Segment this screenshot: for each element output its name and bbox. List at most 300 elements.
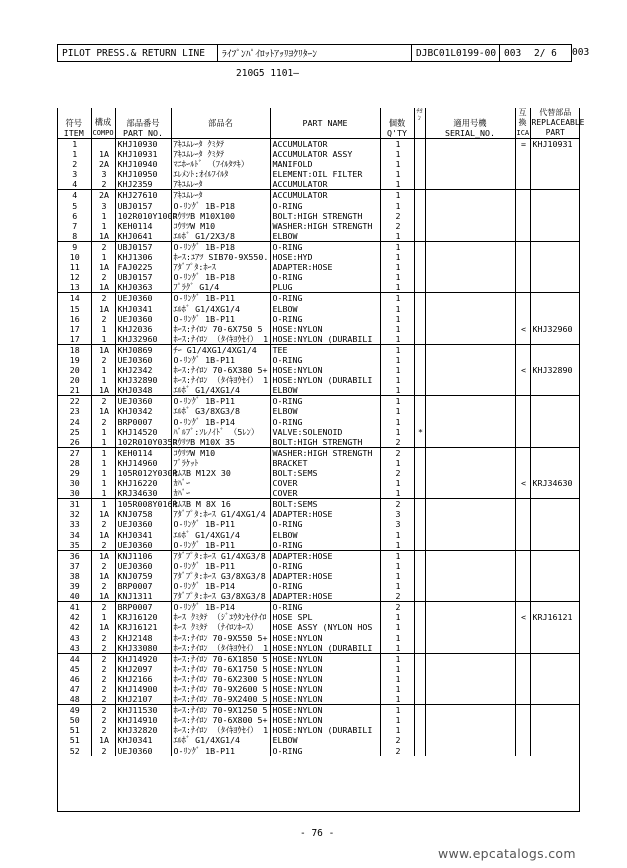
ica-mark: < — [515, 478, 530, 488]
part-number: KHJ2107 — [115, 694, 171, 705]
ica-mark — [515, 622, 530, 632]
compo: 2 — [91, 179, 115, 190]
part-name-en: O-RING — [270, 561, 380, 571]
quantity: 1 — [380, 252, 414, 262]
quantity: 1 — [380, 139, 414, 150]
compo: 1A — [91, 591, 115, 602]
ica-mark — [515, 571, 530, 581]
mark — [414, 633, 425, 643]
table-row — [57, 149, 580, 159]
part-number: KHJ14960 — [115, 458, 171, 468]
quantity: 1 — [380, 159, 414, 169]
quantity: 1 — [380, 540, 414, 551]
part-name-en: ELBOW — [270, 530, 380, 540]
item-number: 38 — [69, 570, 80, 581]
serial-no — [425, 705, 515, 716]
compo: 2 — [91, 519, 115, 529]
replaceable-part — [530, 447, 580, 458]
part-name-jp: ｺｳﾘﾂB M10X100 — [171, 211, 270, 221]
quantity: 1 — [380, 231, 414, 242]
part-number: KHJ33080 — [115, 643, 171, 654]
serial-no — [425, 139, 515, 150]
mark — [414, 169, 425, 179]
item-number: 45 — [69, 663, 80, 674]
mark: * — [414, 427, 425, 437]
table-row — [57, 375, 580, 385]
quantity: 1 — [380, 571, 414, 581]
part-name-jp: O-ﾘﾝｸﾞ 1B-P11 — [171, 355, 270, 365]
serial-no — [425, 612, 515, 622]
part-name-jp: O-ﾘﾝｸﾞ 1B-P11 — [171, 396, 270, 407]
part-name-en: O-RING — [270, 746, 380, 756]
item-number: 3 — [72, 169, 78, 180]
quantity: 1 — [380, 272, 414, 282]
mark — [414, 530, 425, 540]
replaceable-part — [530, 684, 580, 694]
serial-no — [425, 591, 515, 602]
item-number: 43 — [69, 642, 80, 653]
mark — [414, 149, 425, 159]
item-number: 1 — [72, 139, 78, 149]
serial-no — [425, 725, 515, 735]
quantity: 1 — [380, 304, 414, 314]
part-number: BRP0007 — [115, 417, 171, 427]
replaceable-part — [530, 571, 580, 581]
part-name-jp: ｴﾚﾒﾝﾄ:ｵｲﾙﾌｲﾙﾀ — [171, 169, 270, 179]
part-name-en: ADAPTER:HOSE — [270, 262, 380, 272]
item-number: 20 — [69, 375, 80, 386]
compo: 2 — [91, 241, 115, 252]
mark — [414, 684, 425, 694]
quantity: 1 — [380, 725, 414, 735]
replaceable-part — [530, 231, 580, 242]
item-number: 36 — [57, 550, 91, 561]
col-blank: ﾁﾖﾝ — [414, 108, 425, 139]
part-name-en: O-RING — [270, 519, 380, 529]
quantity: 1 — [380, 674, 414, 684]
mark — [414, 653, 425, 664]
part-name-jp: ﾎｰｽ:ﾅｲﾛﾝ （ﾀｲｷﾖｳｾｲ） 1 — [171, 643, 270, 654]
item-number: 30 — [69, 478, 80, 489]
ica-mark — [515, 468, 530, 478]
serial-no — [425, 241, 515, 252]
quantity: 1 — [380, 179, 414, 190]
mark — [414, 664, 425, 674]
ica-mark — [515, 293, 530, 304]
mark — [414, 602, 425, 613]
table-row — [57, 304, 580, 314]
quantity: 1 — [380, 201, 414, 211]
part-number: KHJ27610 — [115, 190, 171, 201]
serial-no — [425, 190, 515, 201]
part-name-en: ELEMENT:OIL FILTER — [270, 169, 380, 179]
quantity: 1 — [380, 561, 414, 571]
quantity: 3 — [380, 519, 414, 529]
compo: 2 — [91, 314, 115, 324]
table-row — [57, 169, 580, 179]
mark — [414, 344, 425, 355]
compo: 1A — [91, 530, 115, 540]
serial-no — [425, 169, 515, 179]
ica-mark — [515, 643, 530, 654]
item-number: 15 — [69, 303, 80, 314]
header-bar — [57, 44, 572, 62]
mark — [414, 622, 425, 632]
part-name-en: ACCUMULATOR — [270, 139, 380, 150]
item-number: 33 — [69, 519, 80, 530]
mark — [414, 509, 425, 519]
item-number: 9 — [57, 241, 91, 252]
part-name-jp: ｴﾙﾎﾞ G1/4XG1/4 — [171, 735, 270, 745]
mark — [414, 488, 425, 499]
part-name-en: HOSE:NYLON — [270, 664, 380, 674]
ica-mark — [515, 211, 530, 221]
part-name-jp: ﾎｰｽ:ﾅｲﾛﾝ 70-9X2600 5 — [171, 684, 270, 694]
ica-mark — [515, 334, 530, 345]
serial-no — [425, 499, 515, 510]
part-number: KHJ14920 — [115, 653, 171, 664]
mark — [414, 179, 425, 190]
mark — [414, 694, 425, 705]
part-name-jp: ﾎｰｽ:ﾅｲﾛﾝ 70-9X2400 5 — [171, 694, 270, 705]
quantity: 1 — [380, 385, 414, 396]
mark — [414, 468, 425, 478]
item-number: 21 — [69, 385, 80, 396]
serial-no — [425, 437, 515, 448]
quantity: 2 — [380, 735, 414, 745]
replaceable-part — [530, 355, 580, 365]
ica-mark — [515, 735, 530, 745]
part-name-en: ELBOW — [270, 406, 380, 416]
item-number: 25 — [69, 426, 80, 437]
quantity: 1 — [380, 684, 414, 694]
replaceable-part: KRJ16121 — [530, 612, 580, 622]
item-number: 28 — [69, 457, 80, 468]
quantity: 1 — [380, 169, 414, 179]
replaceable-part — [530, 344, 580, 355]
serial-no — [425, 272, 515, 282]
item-number: 32 — [69, 509, 80, 520]
ica-mark — [515, 179, 530, 190]
replaceable-part — [530, 694, 580, 705]
compo: 1A — [91, 550, 115, 561]
part-number: KHJ14910 — [115, 715, 171, 725]
quantity: 2 — [380, 499, 414, 510]
item-number: 19 — [69, 354, 80, 365]
serial-no — [425, 201, 515, 211]
table-row — [57, 417, 580, 427]
part-name-jp: ﾎｰｽ:ﾅｲﾛﾝ 70-6X1750 5 — [171, 664, 270, 674]
compo: 1A — [91, 231, 115, 242]
item-number: 29 — [69, 468, 80, 478]
quantity: 1 — [380, 622, 414, 632]
quantity: 1 — [380, 581, 414, 591]
item-number: 31 — [57, 499, 91, 510]
mark — [414, 591, 425, 602]
ica-mark — [515, 396, 530, 407]
compo: 2 — [91, 581, 115, 591]
quantity: 1 — [380, 478, 414, 488]
serial-no — [425, 561, 515, 571]
part-name-en: HOSE:NYLON — [270, 674, 380, 684]
replaceable-part — [530, 375, 580, 385]
item-number: 12 — [69, 272, 80, 283]
part-number: 102R010Y035R — [115, 437, 171, 448]
table-row — [57, 571, 580, 581]
ica-mark — [515, 201, 530, 211]
item-number: 43 — [69, 632, 80, 643]
ica-mark — [515, 437, 530, 448]
ica-mark — [515, 262, 530, 272]
replaceable-part — [530, 201, 580, 211]
compo — [91, 139, 115, 150]
part-name-en: HOSE:NYLON (DURABILI — [270, 334, 380, 345]
serial-no — [425, 530, 515, 540]
part-name-jp: O-ﾘﾝｸﾞ 1B-P18 — [171, 201, 270, 211]
table-row — [57, 664, 580, 674]
part-name-jp: O-ﾘﾝｸﾞ 1B-P14 — [171, 602, 270, 613]
table-row — [57, 581, 580, 591]
part-number: KRJ34630 — [115, 488, 171, 499]
table-row — [57, 241, 580, 252]
serial-no — [425, 735, 515, 745]
part-number: KRJ16121 — [115, 622, 171, 632]
part-number: UEJ0360 — [115, 314, 171, 324]
ica-mark — [515, 221, 530, 231]
ica-mark — [515, 159, 530, 169]
replaceable-part — [530, 509, 580, 519]
replaceable-part — [530, 314, 580, 324]
serial-no — [425, 550, 515, 561]
ica-mark — [515, 509, 530, 519]
ica-mark — [515, 530, 530, 540]
part-name-en: O-RING — [270, 293, 380, 304]
part-number: KHJ0341 — [115, 304, 171, 314]
item-number: 23 — [69, 406, 80, 417]
replaceable-part — [530, 550, 580, 561]
quantity: 1 — [380, 530, 414, 540]
table-row — [57, 190, 580, 201]
col-qty: 個数 Q'TY — [380, 108, 414, 139]
replaceable-part — [530, 272, 580, 282]
serial-no — [425, 314, 515, 324]
table-row — [57, 159, 580, 169]
replaceable-part — [530, 252, 580, 262]
item-number: 35 — [69, 539, 80, 550]
ica-mark — [515, 674, 530, 684]
replaceable-part: KHJ10931 — [530, 139, 580, 150]
serial-no — [425, 633, 515, 643]
ica-mark — [515, 252, 530, 262]
replaceable-part — [530, 149, 580, 159]
quantity: 1 — [380, 633, 414, 643]
part-number: UEJ0360 — [115, 355, 171, 365]
ica-mark — [515, 581, 530, 591]
part-name-en: HOSE:NYLON — [270, 684, 380, 694]
item-number: 18 — [57, 344, 91, 355]
item-number: 52 — [69, 745, 80, 756]
col-item: 符号 ITEM — [57, 108, 91, 139]
mark — [414, 735, 425, 745]
mark — [414, 241, 425, 252]
compo: 1 — [91, 252, 115, 262]
part-number: KHJ0341 — [115, 530, 171, 540]
ica-mark — [515, 406, 530, 416]
part-number: 105R008Y016R — [115, 499, 171, 510]
part-number: KHJ0641 — [115, 231, 171, 242]
part-name-en: ACCUMULATOR — [270, 190, 380, 201]
part-number: KHJ14900 — [115, 684, 171, 694]
part-name-en: ACCUMULATOR — [270, 179, 380, 190]
part-name-en: PLUG — [270, 282, 380, 293]
mark — [414, 221, 425, 231]
table-row — [57, 684, 580, 694]
replaceable-part — [530, 746, 580, 756]
part-name-en: ELBOW — [270, 735, 380, 745]
part-name-jp: ﾎｰｽ:ﾕｱﾂ SIB70-9X550. — [171, 252, 270, 262]
table-row — [57, 211, 580, 221]
part-name-jp: ｴﾙﾎﾞ G1/2X3/8 — [171, 231, 270, 242]
item-number: 30 — [69, 488, 80, 499]
table-row — [57, 272, 580, 282]
ica-mark — [515, 417, 530, 427]
item-number: 51 — [69, 735, 80, 746]
part-name-en: ELBOW — [270, 304, 380, 314]
item-number: 39 — [69, 581, 80, 592]
table-row — [57, 509, 580, 519]
replaceable-part — [530, 396, 580, 407]
ica-mark — [515, 427, 530, 437]
part-name-jp: ｱｷﾕﾑﾚｰﾀ ｸﾐﾀﾃ — [171, 149, 270, 159]
part-number: KHJ2097 — [115, 664, 171, 674]
replaceable-part — [530, 715, 580, 725]
part-name-jp: ﾎｰｽ:ﾅｲﾛﾝ 70-9X1250 5 — [171, 705, 270, 716]
serial-no — [425, 694, 515, 705]
quantity: 1 — [380, 282, 414, 293]
ica-mark — [515, 149, 530, 159]
table-row — [57, 252, 580, 262]
table-row — [57, 344, 580, 355]
serial-no — [425, 159, 515, 169]
mark — [414, 643, 425, 654]
serial-no — [425, 231, 515, 242]
serial-no — [425, 715, 515, 725]
mark — [414, 499, 425, 510]
part-number: UBJ0157 — [115, 241, 171, 252]
part-name-en: O-RING — [270, 396, 380, 407]
mark — [414, 458, 425, 468]
table-row — [57, 201, 580, 211]
table-row — [57, 746, 580, 756]
table-row — [57, 221, 580, 231]
table-header — [57, 108, 580, 139]
table-row — [57, 262, 580, 272]
compo: 2 — [91, 293, 115, 304]
table-row — [57, 633, 580, 643]
compo: 1 — [91, 488, 115, 499]
mark — [414, 612, 425, 622]
part-name-jp: O-ﾘﾝｸﾞ 1B-P14 — [171, 581, 270, 591]
part-name-jp: O-ﾘﾝｸﾞ 1B-P11 — [171, 561, 270, 571]
quantity: 1 — [380, 324, 414, 334]
part-number: KHJ0342 — [115, 406, 171, 416]
table-row — [57, 561, 580, 571]
mark — [414, 293, 425, 304]
serial-no — [425, 355, 515, 365]
ica-mark — [515, 355, 530, 365]
part-number: KHJ10930 — [115, 139, 171, 150]
item-number: 4 — [57, 190, 91, 201]
item-number: 37 — [69, 560, 80, 571]
ica-mark — [515, 705, 530, 716]
part-name-jp: O-ﾘﾝｸﾞ 1B-P11 — [171, 519, 270, 529]
replaceable-part — [530, 468, 580, 478]
serial-no — [425, 540, 515, 551]
part-number: KNJ0758 — [115, 509, 171, 519]
ica-mark — [515, 561, 530, 571]
compo: 1 — [91, 221, 115, 231]
replaceable-part — [530, 211, 580, 221]
compo: 1 — [91, 324, 115, 334]
part-name-en: VALVE:SOLENOID — [270, 427, 380, 437]
compo: 2 — [91, 272, 115, 282]
part-number: KNJ1311 — [115, 591, 171, 602]
table-row — [57, 519, 580, 529]
part-name-jp: ﾎｰｽ:ﾅｲﾛﾝ （ﾀｲｷﾖｳｾｲ） 1 — [171, 725, 270, 735]
ica-mark — [515, 499, 530, 510]
serial-no — [425, 417, 515, 427]
serial-no — [425, 375, 515, 385]
part-name-en: O-RING — [270, 272, 380, 282]
part-name-en: O-RING — [270, 355, 380, 365]
mark — [414, 304, 425, 314]
compo: 2 — [91, 705, 115, 716]
serial-no — [425, 746, 515, 756]
table-row — [57, 694, 580, 705]
part-name-en: COVER — [270, 478, 380, 488]
item-number: 24 — [69, 416, 80, 427]
part-number: KRJ16120 — [115, 612, 171, 622]
compo: 1 — [91, 437, 115, 448]
part-name-jp: ｾﾑｽB M 8X 16 — [171, 499, 270, 510]
replaceable-part — [530, 159, 580, 169]
part-name-en: TEE — [270, 344, 380, 355]
replaceable-part — [530, 190, 580, 201]
item-number: 47 — [69, 683, 80, 694]
part-name-jp: ｺｳﾘﾂB M10X 35 — [171, 437, 270, 448]
compo: 1A — [91, 304, 115, 314]
col-name-jp: 部品名 — [171, 108, 270, 139]
part-name-jp: ﾎｰｽ:ﾅｲﾛﾝ （ﾀｲｷﾖｳｾｲ） 1 — [171, 375, 270, 385]
quantity: 1 — [380, 664, 414, 674]
compo: 2 — [91, 540, 115, 551]
table-row — [57, 231, 580, 242]
mark — [414, 571, 425, 581]
table-row — [57, 447, 580, 458]
part-number: KNJ0759 — [115, 571, 171, 581]
quantity: 1 — [380, 241, 414, 252]
table-row — [57, 458, 580, 468]
serial-no — [425, 221, 515, 231]
item-number: 6 — [72, 210, 78, 221]
part-name-en: BRACKET — [270, 458, 380, 468]
compo: 2 — [91, 602, 115, 613]
ica-mark — [515, 694, 530, 705]
part-name-en: O-RING — [270, 201, 380, 211]
replaceable-part — [530, 221, 580, 231]
item-number: 42 — [69, 622, 80, 633]
table-row — [57, 530, 580, 540]
